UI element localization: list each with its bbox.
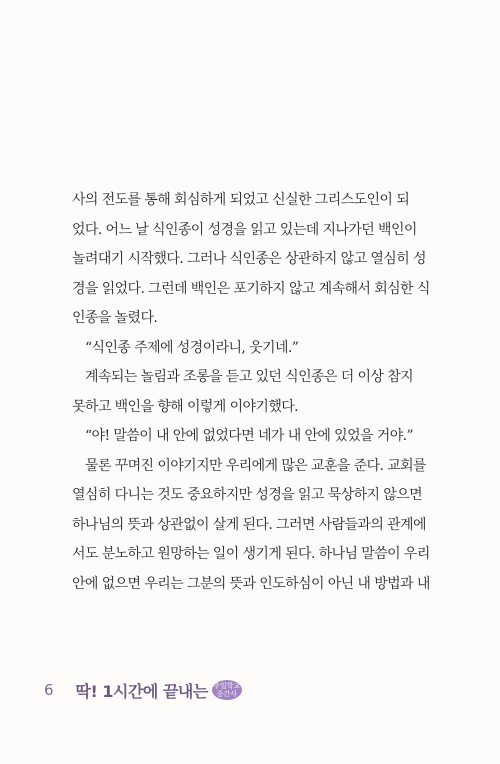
book-title-logo: 딱! 1시간에 끝내는 xyxy=(75,681,208,701)
text-line: 안에 없으면 우리는 그분의 뜻과 인도하심이 아닌 내 방법과 내 xyxy=(72,575,430,592)
text-line: 경을 읽었다. 그런데 백인은 포기하지 않고 계속해서 회심한 식 xyxy=(72,280,430,297)
body-text xyxy=(72,186,452,599)
page-footer xyxy=(44,675,242,705)
text-line: 서도 분노하고 원망하는 일이 생기게 된다. 하나님 말씀이 우리 xyxy=(72,546,430,562)
series-badge: 주일학교 중간사 xyxy=(213,682,241,698)
text-line: 인종을 놀렸다. xyxy=(72,310,158,326)
text-line: 못하고 백인을 향해 이렇게 이야기했다. xyxy=(72,398,299,415)
text-line: 었다. 어느 날 식인종이 성경을 읽고 있는데 지나가던 백인이 xyxy=(72,221,417,238)
text-line: 놀려대기 시작했다. 그러나 식인종은 상관하지 않고 열심히 성 xyxy=(72,251,426,267)
text-line: 물론 꾸며진 이야기지만 우리에게 많은 교훈을 준다. 교회를 xyxy=(85,457,426,474)
text-line: 사의 전도를 통해 회심하게 되었고 신실한 그리스도인이 되 xyxy=(72,192,410,208)
text-line: “야! 말씀이 내 안에 없었다면 네가 내 안에 있었을 거야.” xyxy=(85,428,414,444)
text-line: 열심히 다니는 것도 중요하지만 성경을 읽고 묵상하지 않으면 xyxy=(72,487,423,503)
text-line: 하나님의 뜻과 상관없이 살게 된다. 그러면 사람들과의 관계에 xyxy=(72,516,426,533)
text-line: “식인종 주제에 성경이라니, 웃기네.” xyxy=(85,339,299,356)
page-number: 6 xyxy=(44,681,54,699)
text-line: 계속되는 놀림과 조롱을 듣고 있던 식인종은 더 이상 참지 xyxy=(85,369,414,385)
